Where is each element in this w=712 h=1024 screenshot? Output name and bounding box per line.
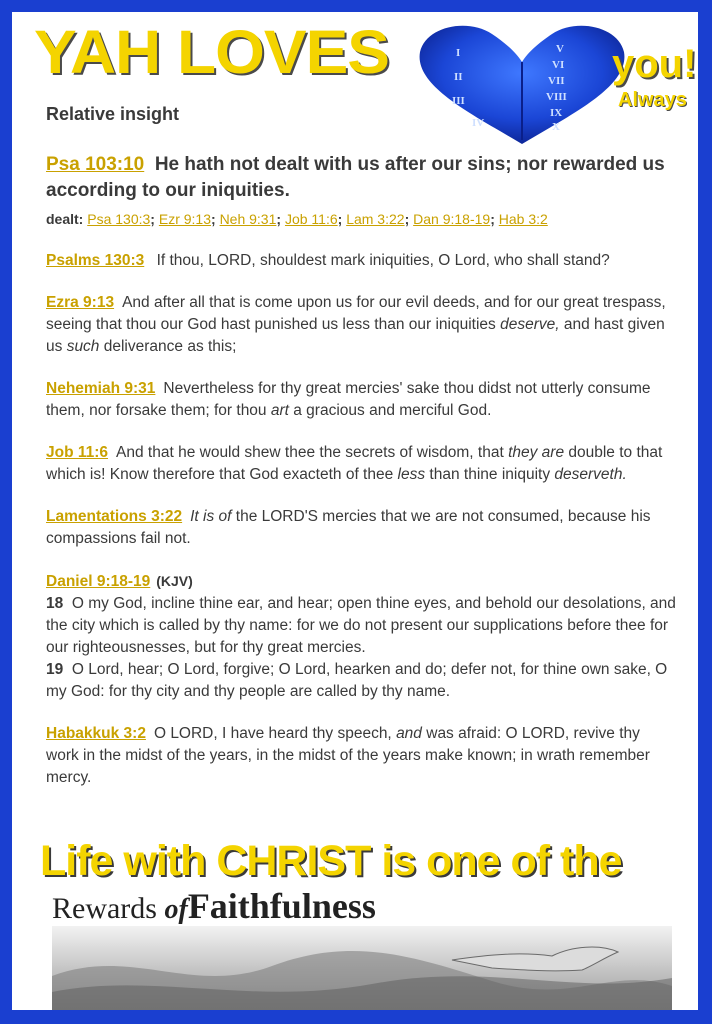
- main-verse: [46, 152, 676, 204]
- passage-text: O LORD, I have heard thy speech,: [153, 725, 397, 742]
- crossref-link[interactable]: Lam 3:22: [346, 211, 405, 227]
- passage-daniel: [46, 570, 676, 703]
- tablet-numeral: VI: [552, 59, 565, 71]
- of-word: of: [164, 894, 188, 925]
- verse-number: 19: [46, 661, 64, 678]
- you-text: you!: [612, 42, 697, 86]
- passage-lamentations: [46, 506, 676, 550]
- passage-italic: less: [397, 466, 426, 483]
- passage-text: O Lord, hear; O Lord, forgive; O Lord, hearken and do; defer not, for thine own sake, O my God: for thy city and thy people are called by thy name.: [46, 661, 668, 700]
- dealt-label: dealt:: [46, 211, 84, 227]
- passage-ref[interactable]: Psalms 130:3: [46, 252, 145, 269]
- tablet-numeral: II: [454, 71, 463, 83]
- passage-italic: deserve,: [500, 316, 560, 333]
- tablet-numeral: I: [456, 47, 461, 59]
- passage-ezra: [46, 292, 676, 358]
- passage-ref[interactable]: Nehemiah 9:31: [46, 380, 156, 397]
- main-verse-ref[interactable]: Psa 103:10: [46, 154, 145, 175]
- always-text: Always: [618, 89, 687, 111]
- crossref-link[interactable]: Hab 3:2: [498, 211, 548, 227]
- passage-ref[interactable]: Habakkuk 3:2: [46, 725, 146, 742]
- passage-text: If thou, LORD, shouldest mark iniquities, O Lord, who shall stand?: [156, 252, 610, 269]
- passage-italic: and: [396, 725, 422, 742]
- crossref-link[interactable]: Job 11:6: [284, 211, 338, 227]
- heart-tablets-icon: [412, 22, 632, 146]
- crossref-link[interactable]: Ezr 9:13: [158, 211, 211, 227]
- passage-italic: such: [66, 338, 100, 355]
- passage-italic: deserveth.: [554, 466, 627, 483]
- passage-italic: It is of: [190, 508, 232, 525]
- passage-ref[interactable]: Lamentations 3:22: [46, 508, 183, 525]
- passage-habakkuk: [46, 723, 676, 789]
- passage-text: And that he would shew thee the secrets of wisdom, that: [116, 444, 509, 461]
- banner-title: YAH LOVES: [34, 17, 389, 87]
- tablet-numeral: III: [452, 95, 465, 107]
- passage-job: [46, 442, 676, 486]
- tablet-numeral: X: [552, 121, 560, 133]
- passage-text: And after all that is come upon us for our evil deeds, and for our great trespass, seeing that thou our God hast punished us less than our iniquities: [46, 294, 666, 333]
- passage-italic: art: [270, 402, 289, 419]
- version-label: (KJV): [156, 573, 193, 589]
- tablet-numeral: IX: [550, 107, 563, 119]
- passage-text: the LORD'S mercies that we are not consumed, because his compassions fail not.: [46, 508, 651, 547]
- tablet-numeral: V: [556, 43, 564, 55]
- page: [12, 12, 698, 1010]
- subtitle: Relative insight: [46, 104, 180, 124]
- dealt-crossrefs: dealt: Psa 130:3; Ezr 9:13; Neh 9:31; Job 11:6; Lam 3:22; Dan 9:18-19; Hab 3:2: [46, 211, 548, 227]
- main-verse-text: He hath not dealt with us after our sins; nor rewarded us according to our iniquities.: [46, 154, 665, 201]
- crossref-link[interactable]: Psa 130:3: [87, 211, 151, 227]
- passage-ref[interactable]: Ezra 9:13: [46, 294, 115, 311]
- verse-content: [46, 152, 676, 789]
- faithfulness-word: Faithfulness: [187, 886, 376, 926]
- tablet-numeral: VIII: [546, 91, 567, 103]
- passage-ref[interactable]: Daniel 9:18-19: [46, 573, 151, 590]
- passage-text: a gracious and merciful God.: [288, 402, 492, 419]
- passage-text: Nevertheless for thy great mercies' sake thou didst not utterly consume them, nor forsake them; for thou: [46, 380, 651, 419]
- passage-italic: they are: [508, 444, 565, 461]
- passage-nehemiah: [46, 378, 676, 422]
- tablet-numeral: IV: [472, 117, 485, 129]
- crossref-link[interactable]: Dan 9:18-19: [413, 211, 491, 227]
- life-with-christ-banner: Life with CHRIST is one of the: [40, 837, 622, 885]
- rewards-of-faithfulness: [52, 888, 376, 924]
- passage-text: O my God, incline thine ear, and hear; open thine eyes, and behold our desolations, and the city which is called by thy name: for we do not present our supplications before thee for our righteousnesses, but for thy great mercies.: [46, 595, 676, 656]
- tablet-numeral: VII: [548, 75, 565, 87]
- passage-text: was afraid: O LORD, revive thy work in the midst of the years, in the midst of the years make known; in wrath remember mercy.: [46, 725, 650, 786]
- verse-number: 18: [46, 595, 64, 612]
- passage-text: than thine iniquity: [425, 466, 555, 483]
- passage-psalms: [46, 250, 676, 272]
- crossref-link[interactable]: Neh 9:31: [219, 211, 277, 227]
- rewards-word: Rewards: [52, 892, 157, 925]
- hands-reaching-image: [52, 926, 672, 1010]
- passage-text: double to that which is! Know therefore that God exacteth of thee: [46, 444, 663, 483]
- passage-ref[interactable]: Job 11:6: [46, 444, 109, 461]
- passage-text: and hast given us: [46, 316, 665, 355]
- passage-text: deliverance as this;: [99, 338, 237, 355]
